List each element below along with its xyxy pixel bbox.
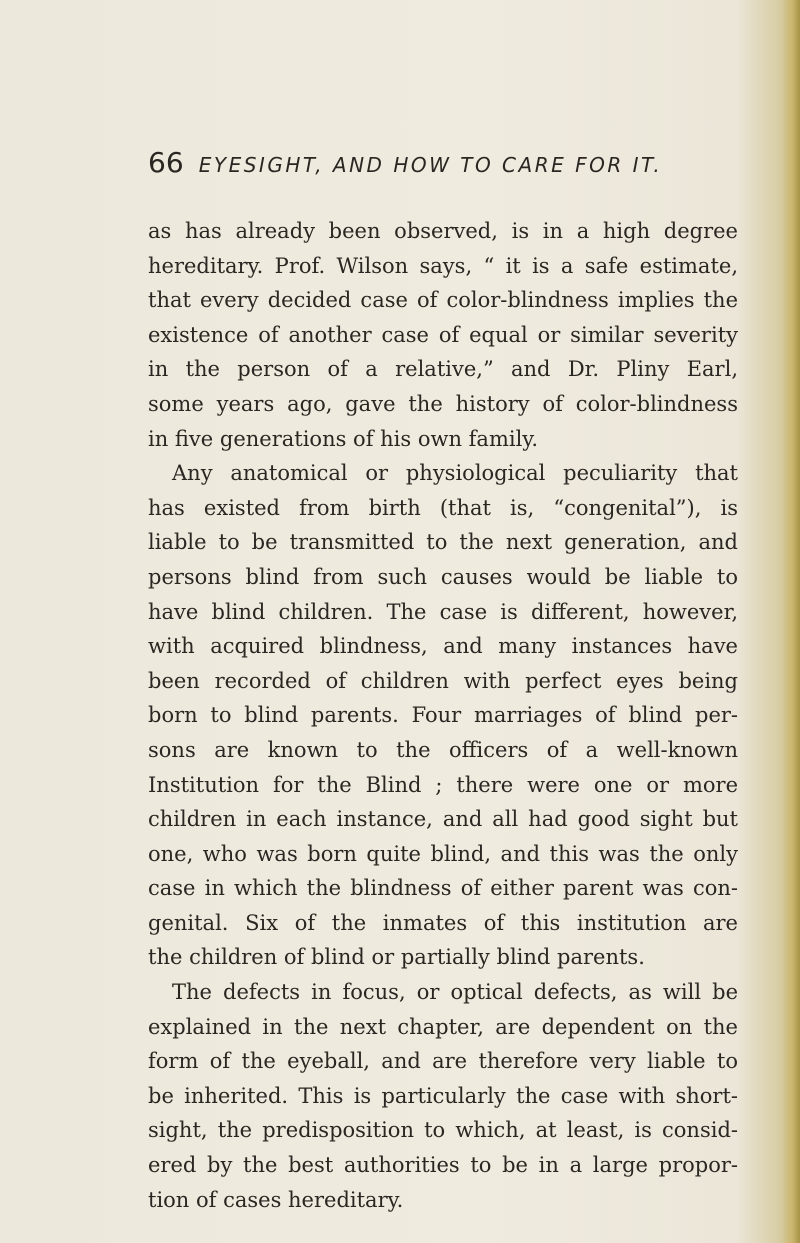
text-line: existence of another case of equal or similar severity [148,322,738,347]
text-line: as has already been observed, is in a high degree [148,219,738,243]
running-head [148,146,748,186]
text-line: with acquired blindness, and many instances have [148,634,738,659]
text-line: in the person of a relative,” and Dr. Pliny Earl, [148,357,738,382]
text-line: children in each instance, and all had good sight but [148,807,738,832]
text-line: liable to be transmitted to the next generation, and [148,530,738,555]
page-edge-shading [782,0,800,1243]
text-line: Any anatomical or physiological peculiarity that [172,461,738,486]
text-line: The defects in focus, or optical defects, as will be [172,980,738,1005]
text-line: in five generations of his own family. [148,426,539,451]
text-line: Institution for the Blind ; there were one or more [148,772,738,797]
text-line: one, who was born quite blind, and this was the only [148,841,738,866]
text-line: hereditary. Prof. Wilson says, “ it is a safe estimate, [148,253,738,278]
text-line: genital. Six of the inmates of this institution are [148,910,738,935]
text-line: the children of blind or partially blind parents. [148,945,645,970]
text-line: some years ago, gave the history of color-blindness [148,391,738,416]
text-line: tion of cases hereditary. [148,1187,404,1212]
text-line: be inherited. This is particularly the case with short- [148,1083,738,1108]
text-line: ered by the best authorities to be in a large propor- [148,1153,738,1178]
text-line: has existed from birth (that is, “congenital”), is [148,495,738,520]
running-head-title: EYESIGHT, AND HOW TO CARE FOR IT. [198,153,663,177]
text-line: explained in the next chapter, are dependent on the [148,1014,738,1039]
text-line: born to blind parents. Four marriages of blind per- [148,703,738,728]
body-text [148,214,738,1217]
text-line: have blind children. The case is different, however, [148,599,738,624]
text-line: form of the eyeball, and are therefore very liable to [148,1049,738,1074]
text-line: case in which the blindness of either parent was con- [148,876,738,901]
text-line: that every decided case of color-blindness implies the [148,288,738,313]
text-line: been recorded of children with perfect eyes being [148,668,738,693]
text-line: persons blind from such causes would be liable to [148,564,738,589]
text-line: sight, the predisposition to which, at least, is consid- [148,1118,738,1143]
text-line: sons are known to the officers of a well-known [148,737,738,762]
page-number: 66 [148,146,184,179]
